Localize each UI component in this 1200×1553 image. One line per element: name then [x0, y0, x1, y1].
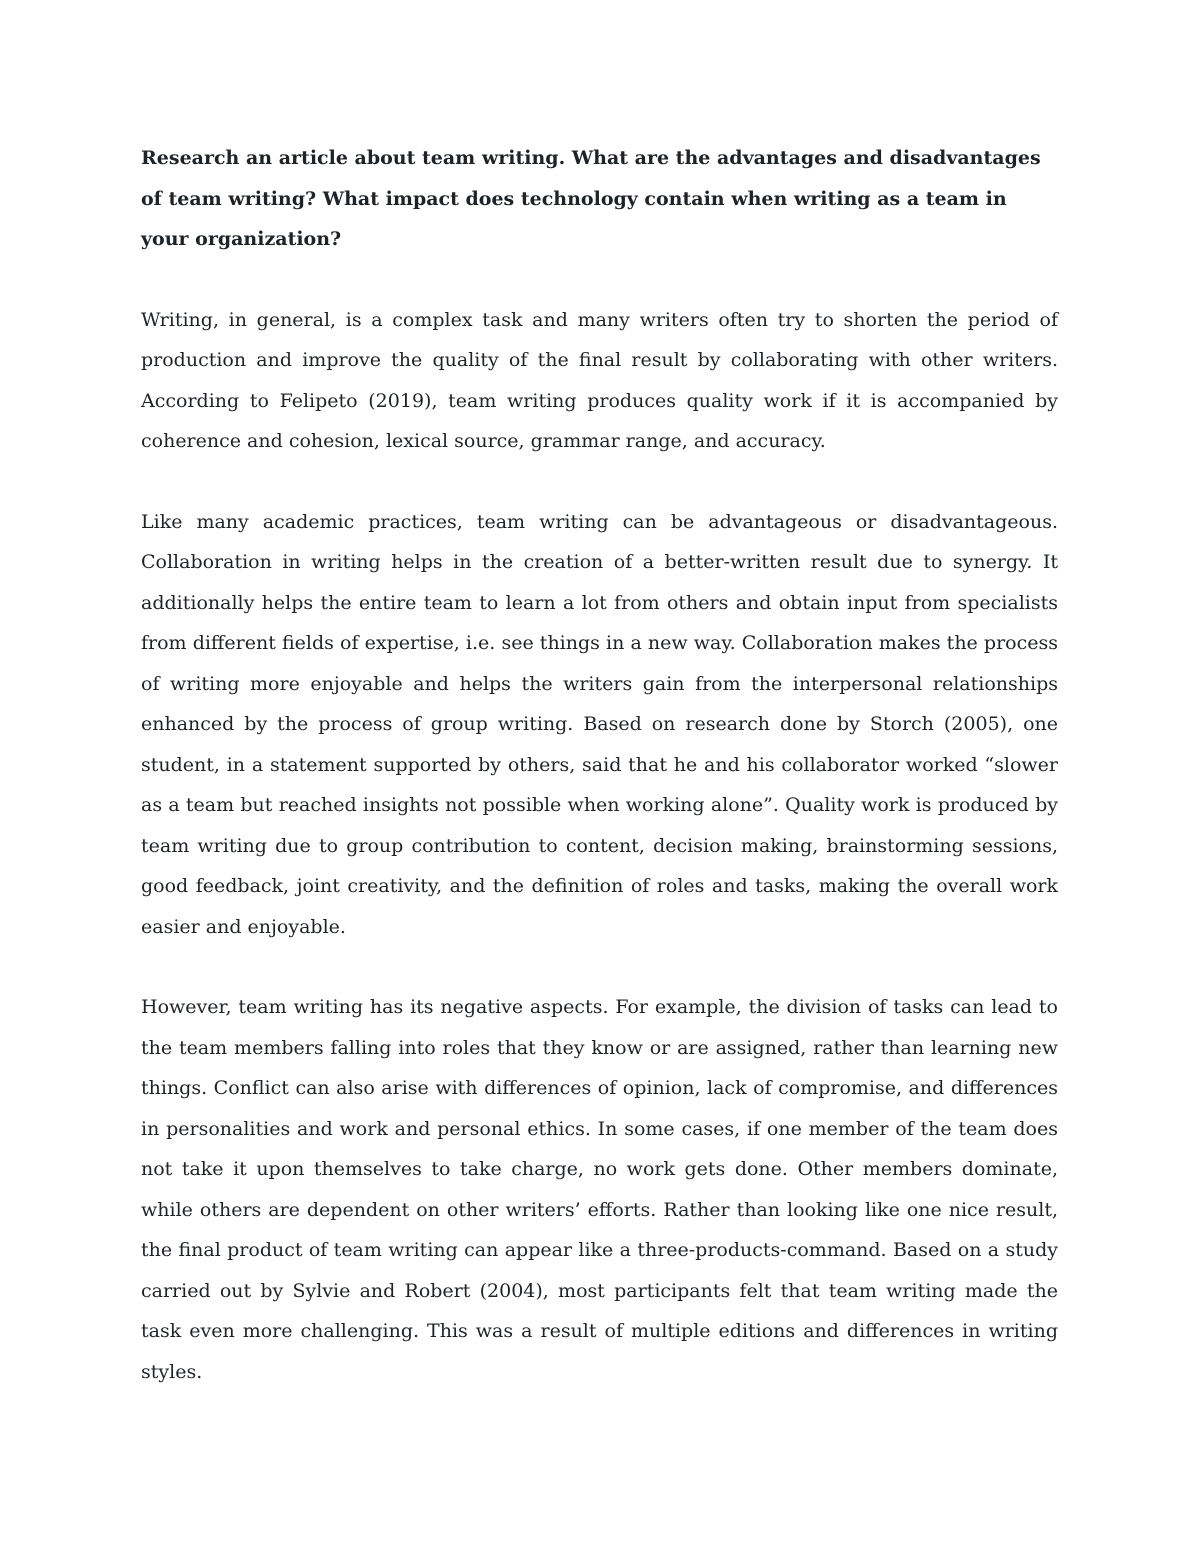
question-heading: Research an article about team writing. What are the advantages and disadvantages of team writing? What impact does technology contain when writing as a team in your organization?: [141, 147, 1041, 250]
paragraph-intro: Writing, in general, is a complex task and many writers often try to shorten the period of production and improve the quality of the final result by collaborating with other writers. According to Felipeto (2019), team writing produces quality work if it is accompanied by coherence and cohesion, lexical source, grammar range, and accuracy.: [141, 308, 1058, 452]
document-page: [141, 138, 1058, 1432]
paragraph-advantages: Like many academic practices, team writing can be advantageous or disadvantageous. Collaboration in writing helps in the creation of a better-written result due to synergy. It additionally helps the entire team to learn a lot from others and obtain input from specialists from different fields of expertise, i.e. see things in a new way. Collaboration makes the process of writing more enjoyable and helps the writers gain from the interpersonal relationships enhanced by the process of group writing. Based on research done by Storch (2005), one student, in a statement supported by others, said that he and his collaborator worked “slower as a team but reached insights not possible when working alone”. Quality work is produced by team writing due to group contribution to content, decision making, brainstorming sessions, good feedback, joint creativity, and the definition of roles and tasks, making the overall work easier and enjoyable.: [141, 510, 1058, 938]
paragraph-disadvantages: However, team writing has its negative aspects. For example, the division of tasks can lead to the team members falling into roles that they know or are assigned, rather than learning new things. Conflict can also arise with differences of opinion, lack of compromise, and differences in personalities and work and personal ethics. In some cases, if one member of the team does not take it upon themselves to take charge, no work gets done. Other members dominate, while others are dependent on other writers’ efforts. Rather than looking like one nice result, the final product of team writing can appear like a three-products-command. Based on a study carried out by Sylvie and Robert (2004), most participants felt that team writing made the task even more challenging. This was a result of multiple editions and differences in writing styles.: [141, 996, 1058, 1383]
